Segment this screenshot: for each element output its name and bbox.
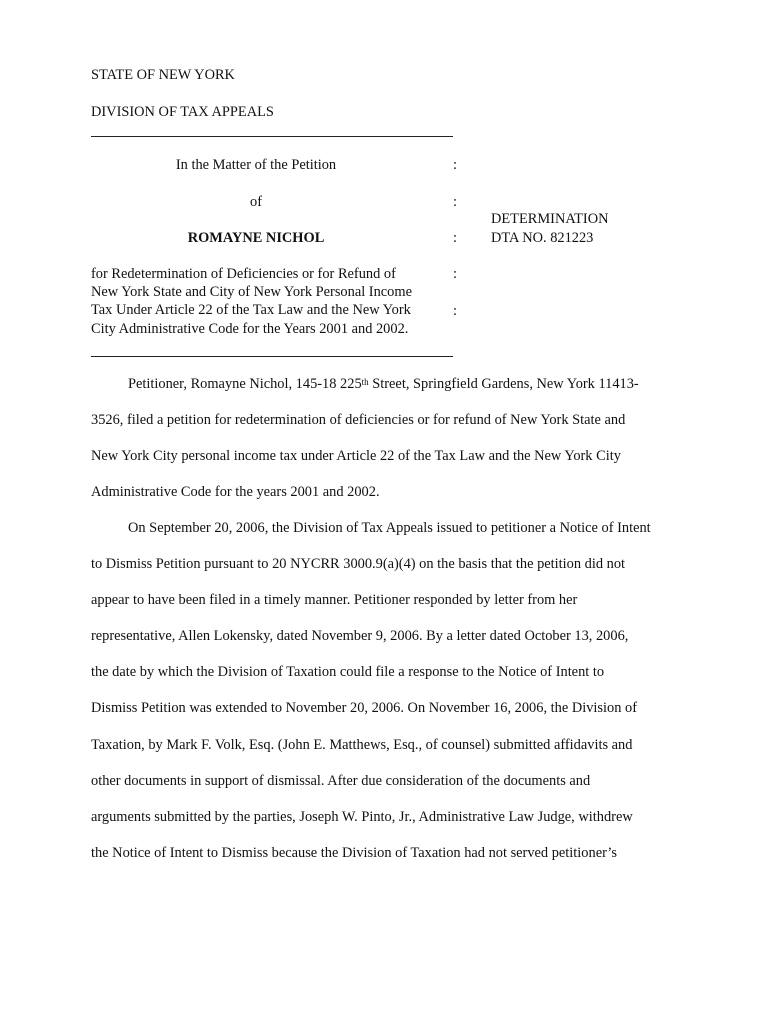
body-line: appear to have been filed in a timely manner. Petitioner responded by letter from her: [91, 592, 578, 608]
body-text: Petitioner, Romayne Nichol, 145-18 225: [128, 376, 362, 392]
body-line: New York City personal income tax under Article 22 of the Tax Law and the New York City: [91, 448, 621, 464]
division-heading: DIVISION OF TAX APPEALS: [91, 104, 274, 120]
redetermination-line: for Redetermination of Deficiencies or for Refund of: [91, 266, 396, 282]
redetermination-line: Tax Under Article 22 of the Tax Law and the New York: [91, 302, 411, 319]
body-line: Dismiss Petition was extended to November 20, 2006. On November 16, 2006, the Division of: [91, 700, 637, 716]
body-line: [128, 375, 639, 393]
state-heading: STATE OF NEW YORK: [91, 67, 235, 83]
body-line: to Dismiss Petition pursuant to 20 NYCRR 3000.9(a)(4) on the basis that the petition did not: [91, 556, 626, 572]
caption-matter: In the Matter of the Petition: [175, 157, 337, 173]
body-line: arguments submitted by the parties, Joseph W. Pinto, Jr., Administrative Law Judge, withdrew: [91, 809, 633, 825]
body-line: 3526, filed a petition for redetermination of deficiencies or for refund of New York State and: [91, 412, 626, 428]
body-line: other documents in support of dismissal. After due consideration of the documents and: [91, 773, 591, 789]
caption-colon: :: [453, 266, 457, 282]
caption-colon: :: [453, 230, 457, 246]
body-line: Administrative Code for the years 2001 and 2002.: [91, 484, 380, 500]
top-rule: [91, 136, 453, 137]
body-line: On September 20, 2006, the Division of Tax Appeals issued to petitioner a Notice of Intent: [128, 520, 651, 536]
ordinal-superscript: th: [361, 377, 369, 387]
body-line: the date by which the Division of Taxation could file a response to the Notice of Intent to: [91, 664, 605, 680]
redetermination-text: [91, 265, 412, 338]
caption-colon: :: [453, 157, 457, 173]
petitioner-name: ROMAYNE NICHOL: [187, 230, 325, 246]
body-line: Taxation, by Mark F. Volk, Esq. (John E. Matthews, Esq., of counsel) submitted affidavits and: [91, 737, 633, 753]
dta-number: DTA NO. 821223: [491, 230, 594, 246]
body-line: the Notice of Intent to Dismiss because the Division of Taxation had not served petitioner’s: [91, 845, 618, 861]
caption-colon: :: [453, 194, 457, 210]
caption-colon: :: [453, 303, 457, 319]
caption-of: of: [250, 194, 262, 210]
bottom-rule: [91, 356, 453, 357]
determination-label: DETERMINATION: [491, 211, 609, 227]
body-line: representative, Allen Lokensky, dated November 9, 2006. By a letter dated October 13, 2006,: [91, 628, 629, 644]
redetermination-line: City Administrative Code for the Years 2001 and 2002.: [91, 320, 409, 337]
redetermination-line: New York State and City of New York Personal Income: [91, 284, 412, 301]
body-text: Street, Springfield Gardens, New York 11413-: [368, 376, 639, 392]
